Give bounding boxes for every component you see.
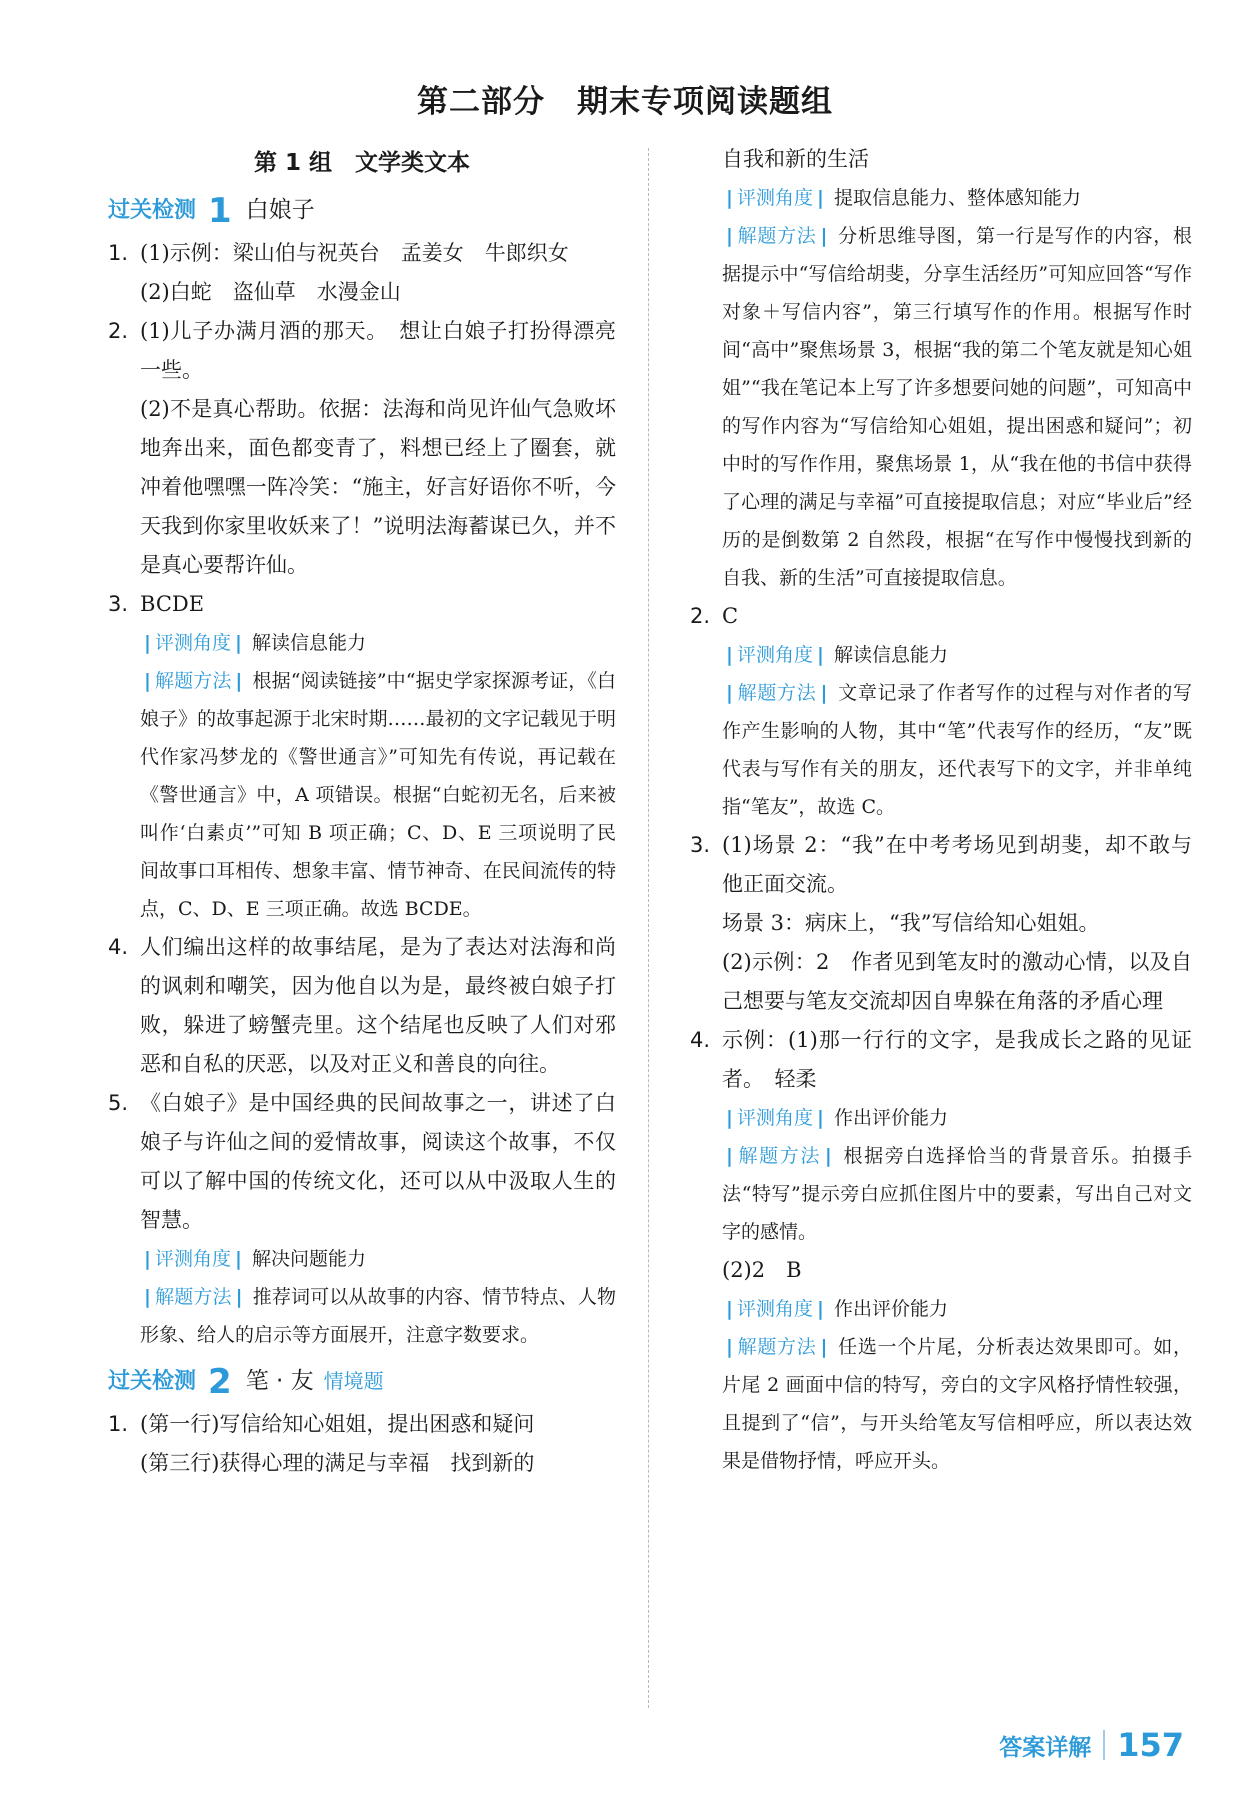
eval-text: 解读信息能力 bbox=[833, 644, 948, 666]
eval-angle: | 评测角度 | 解决问题能力 bbox=[144, 1248, 366, 1270]
eval-text: 解决问题能力 bbox=[251, 1248, 366, 1270]
section-number: 2 bbox=[208, 1361, 232, 1402]
method-tag: 解题方法 bbox=[736, 225, 817, 247]
answer-text: (1)儿子办满月酒的那天。 想让白娘子打扮得漂亮一些。 bbox=[140, 319, 616, 382]
page-footer bbox=[999, 1726, 1184, 1764]
section-number: 1 bbox=[208, 190, 232, 231]
method-text: 任选一个片尾，分析表达效果即可。如，片尾 2 画面中信的特写，旁白的文字风格抒情性较强，且提到了“信”，与开头给笔友写信相呼应，所以表达效果是借物抒情，呼应开头。 bbox=[722, 1336, 1192, 1472]
answer-item bbox=[108, 1405, 616, 1444]
eval-text: 作出评价能力 bbox=[833, 1107, 948, 1129]
method-text: 根据“阅读链接”中“据史学家探源考证，《白娘子》的故事起源于北宋时期……最初的文字记载见于明代作家冯梦龙的《警世通言》”可知先有传说，再记载在《警世通言》中，A 项错误。根据“白蛇初无名，后来被叫作‘白素贞’”可知 B 项正确；C、D、E 三项说明了民间故事口耳相传、想象丰富、情节神奇、在民间流传的特点，C、D、E 三项正确。故选 BCDE。 bbox=[140, 670, 616, 920]
eval-angle: | 评测角度 | 解读信息能力 bbox=[726, 644, 948, 666]
solution-method: | 解题方法 | 根据“阅读链接”中“据史学家探源考证，《白娘子》的故事起源于北宋时期……最初的文字记载见于明代作家冯梦龙的《警世通言》”可知先有传说，再记载在《警世通言》中，A 项错误。根据“白蛇初无名，后来被叫作‘白素贞’”可知 B 项正确；C、D、E 三项说明了民间故事口耳相传、想象丰富、情节神奇、在民间流传的特点，C、D、E 三项正确。故选 BCDE。 bbox=[140, 670, 616, 920]
eval-tag: 评测角度 bbox=[736, 644, 813, 666]
eval-angle: | 评测角度 | 作出评价能力 bbox=[726, 1107, 948, 1129]
answer-text: 《白娘子》是中国经典的民间故事之一，讲述了白娘子与许仙之间的爱情故事，阅读这个故事，不仅可以了解中国的传统文化，还可以从中汲取人生的智慧。 bbox=[140, 1091, 616, 1232]
eval-tag: 评测角度 bbox=[736, 187, 813, 209]
eval-angle: | 评测角度 | 提取信息能力、整体感知能力 bbox=[726, 187, 1081, 209]
page-title: 第二部分 期末专项阅读题组 bbox=[417, 84, 833, 120]
eval-text: 作出评价能力 bbox=[833, 1298, 948, 1320]
answer-text: 人们编出这样的故事结尾，是为了表达对法海和尚的讽刺和嘲笑，因为他自以为是，最终被白娘子打败，躲进了螃蟹壳里。这个结尾也反映了人们对邪恶和自私的厌恶，以及对正义和善良的向往。 bbox=[140, 935, 616, 1076]
answer-text: (第三行)获得心理的满足与幸福 找到新的 bbox=[140, 1451, 535, 1475]
solution-method: | 解题方法 | 根据旁白选择恰当的背景音乐。拍摄手法“特写”提示旁白应抓住图片中的要素，写出自己对文字的感情。 bbox=[722, 1145, 1192, 1243]
answer-text: BCDE bbox=[140, 592, 205, 616]
eval-tag: 评测角度 bbox=[154, 1248, 231, 1270]
answer-number: 2. bbox=[108, 319, 129, 343]
method-text: 分析思维导图，第一行是写作的内容，根据提示中“写信给胡斐，分享生活经历”可知应回答“写作对象＋写信内容”，第三行填写作的作用。根据写作时间“高中”聚焦场景 3，根据“我的第二个笔友就是知心姐姐”“我在笔记本上写了许多想要问她的问题”，可知高中的写作内容为“写信给知心姐姐，提出困惑和疑问”；初中时的写作作用，聚焦场景 1，从“我在他的书信中获得了心理的满足与幸福”可直接提取信息；对应“毕业后”经历的是倒数第 2 自然段，根据“在写作中慢慢找到新的自我、新的生活”可直接提取信息。 bbox=[722, 225, 1192, 589]
method-text: 推荐词可以从故事的内容、情节特点、人物形象、给人的启示等方面展开，注意字数要求。 bbox=[140, 1286, 616, 1346]
answer-text: (1)场景 2：“我”在中考考场见到胡斐，却不敢与他正面交流。 bbox=[722, 833, 1192, 896]
answer-item bbox=[108, 1084, 616, 1240]
solution-method: | 解题方法 | 分析思维导图，第一行是写作的内容，根据提示中“写信给胡斐，分享生活经历”可知应回答“写作对象＋写信内容”，第三行填写作的作用。根据写作时间“高中”聚焦场景 3，根据“我的第二个笔友就是知心姐姐”“我在笔记本上写了许多想要问她的问题”，可知高中的写作内容为“写信给知心姐姐，提出困惑和疑问”；初中时的写作作用，聚焦场景 1，从“我在他的书信中获得了心理的满足与幸福”可直接提取信息；对应“毕业后”经历的是倒数第 2 自然段，根据“在写作中慢慢找到新的自我、新的生活”可直接提取信息。 bbox=[722, 225, 1192, 589]
left-column bbox=[108, 140, 616, 1483]
eval-tag: 评测角度 bbox=[736, 1107, 813, 1129]
answer-text: C bbox=[722, 604, 739, 628]
footer-separator bbox=[1103, 1730, 1105, 1760]
answer-text: (1)示例：梁山伯与祝英台 孟姜女 牛郎织女 bbox=[140, 241, 569, 265]
answer-item bbox=[690, 597, 1192, 636]
answer-number: 2. bbox=[690, 604, 711, 628]
answer-number: 3. bbox=[108, 592, 129, 616]
section-label: 过关检测 bbox=[108, 1369, 197, 1394]
answer-text: 示例：(1)那一行行的文字，是我成长之路的见证者。 轻柔 bbox=[722, 1028, 1192, 1091]
answer-number: 1. bbox=[108, 241, 129, 265]
column-divider bbox=[648, 148, 649, 1708]
answer-text: (2)示例：2 作者见到笔友时的激动心情，以及自己想要与笔友交流却因自卑躲在角落的矛盾心理 bbox=[722, 950, 1192, 1013]
section-name: 白娘子 bbox=[245, 197, 315, 223]
method-tag: 解题方法 bbox=[154, 1286, 232, 1308]
method-tag: 解题方法 bbox=[154, 670, 232, 692]
method-tag: 解题方法 bbox=[736, 1336, 817, 1358]
answer-item bbox=[108, 928, 616, 1084]
section-header-2 bbox=[108, 1362, 616, 1401]
answer-item bbox=[690, 826, 1192, 904]
method-text: 文章记录了作者写作的过程与对作者的写作产生影响的人物，其中“笔”代表写作的经历，“友”既代表与写作有关的朋友，还代表写下的文字，并非单纯指“笔友”，故选 C。 bbox=[722, 682, 1192, 818]
solution-method: | 解题方法 | 文章记录了作者写作的过程与对作者的写作产生影响的人物，其中“笔”代表写作的经历，“友”既代表与写作有关的朋友，还代表写下的文字，并非单纯指“笔友”，故选 C。 bbox=[722, 682, 1192, 818]
answer-text: 自我和新的生活 bbox=[722, 147, 869, 171]
answer-item bbox=[108, 312, 616, 390]
eval-text: 解读信息能力 bbox=[251, 632, 366, 654]
group-title: 第 1 组 文学类文本 bbox=[253, 150, 471, 176]
answer-number: 1. bbox=[108, 1412, 129, 1436]
eval-text: 提取信息能力、整体感知能力 bbox=[833, 187, 1081, 209]
section-header-1 bbox=[108, 191, 616, 230]
method-text: 根据旁白选择恰当的背景音乐。拍摄手法“特写”提示旁白应抓住图片中的要素，写出自己对文字的感情。 bbox=[722, 1145, 1192, 1243]
section-name: 笔 · 友 bbox=[245, 1368, 314, 1394]
solution-method: | 解题方法 | 推荐词可以从故事的内容、情节特点、人物形象、给人的启示等方面展开，注意字数要求。 bbox=[140, 1286, 616, 1346]
method-tag: 解题方法 bbox=[736, 1145, 821, 1167]
eval-tag: 评测角度 bbox=[154, 632, 231, 654]
solution-method: | 解题方法 | 任选一个片尾，分析表达效果即可。如，片尾 2 画面中信的特写，旁白的文字风格抒情性较强，且提到了“信”，与开头给笔友写信相呼应，所以表达效果是借物抒情，呼应开头。 bbox=[722, 1336, 1192, 1472]
eval-angle: | 评测角度 | 作出评价能力 bbox=[726, 1298, 948, 1320]
eval-angle: | 评测角度 | 解读信息能力 bbox=[144, 632, 366, 654]
section-label: 过关检测 bbox=[108, 198, 197, 223]
answer-text: (2)不是真心帮助。依据：法海和尚见许仙气急败坏地奔出来，面色都变青了，料想已经上了圈套，就冲着他嘿嘿一阵冷笑：“施主，好言好语你不听，今天我到你家里收妖来了！”说明法海蓄谋已久，并不是真心要帮许仙。 bbox=[140, 397, 616, 577]
answer-text: (2)白蛇 盗仙草 水漫金山 bbox=[140, 280, 401, 304]
answer-text: (2)2 B bbox=[722, 1258, 802, 1282]
section-tag: 情境题 bbox=[323, 1369, 384, 1393]
answer-number: 3. bbox=[690, 833, 711, 857]
eval-tag: 评测角度 bbox=[736, 1298, 813, 1320]
answer-item bbox=[108, 585, 616, 624]
right-column bbox=[690, 140, 1192, 1480]
answer-number: 5. bbox=[108, 1091, 129, 1115]
page-number: 157 bbox=[1117, 1726, 1184, 1764]
answer-item bbox=[108, 234, 616, 273]
answer-number: 4. bbox=[690, 1028, 711, 1052]
answer-number: 4. bbox=[108, 935, 129, 959]
answer-text: (第一行)写信给知心姐姐，提出困惑和疑问 bbox=[140, 1412, 535, 1436]
answer-text: 场景 3：病床上，“我”写信给知心姐姐。 bbox=[722, 911, 1100, 935]
answer-item bbox=[690, 1021, 1192, 1099]
footer-label: 答案详解 bbox=[999, 1734, 1092, 1761]
method-tag: 解题方法 bbox=[736, 682, 817, 704]
